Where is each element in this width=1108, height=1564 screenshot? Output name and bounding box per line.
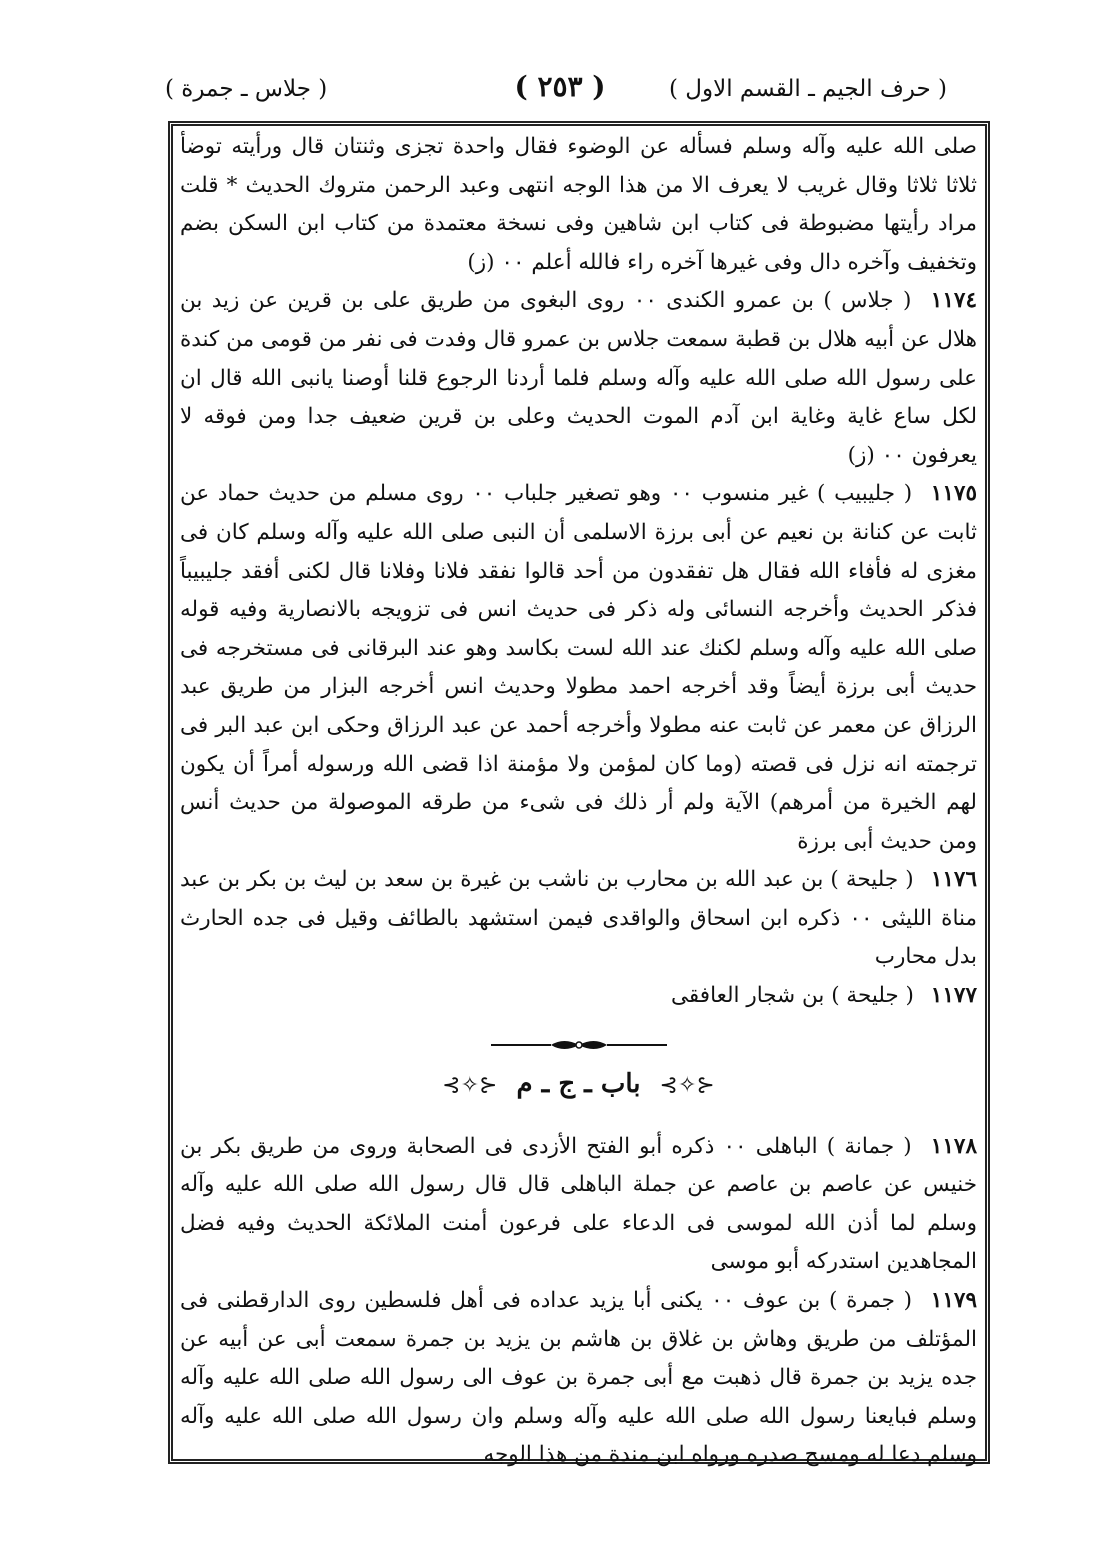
header-entry-range: ( جلاس ـ جمرة ) xyxy=(165,76,328,102)
entry-number: ١١٧٦ xyxy=(930,867,978,893)
entry-text: ( جلاس ) بن عمرو الكندى ٠٠ روى البغوى من طريق على بن قرين عن زيد بن هلال عن أبيه هلال بن قطبة سمعت جلاس بن عمرو قال وفدت فى نفر من قومى من كندة على رسول الله صلى الله عليه وآله وسلم فلما أردنا الرجوع قلنا أوصنا يانبى الله قال ان لكل ساع غاية وغاية ابن آدم الموت الحديث وعلى بن قرين ضعيف جدا ومن فوقه لا يعرفون ٠٠ (ز) xyxy=(180,288,977,468)
divider-ornament-icon xyxy=(489,1035,669,1055)
page-body xyxy=(172,128,985,1468)
entry-number: ١١٧٤ xyxy=(930,288,977,314)
chapter-title: باب ـ ج ـ م xyxy=(516,1068,641,1099)
page-header xyxy=(165,70,955,114)
chapter-heading xyxy=(172,1062,985,1106)
entry-text: ( جمرة ) بن عوف ٠٠ يكنى أبا يزيد عداده فى أهل فلسطين روى الدارقطنى فى المؤتلف من طريق وهاش بن غلاق بن هاشم بن يزيد بن جمرة سمعت أبى عن أبيه عن جده يزيد بن جمرة قال ذهبت مع أبى جمرة بن عوف الى رسول الله صلى الله عليه وآله وسلم فبايعنا رسول الله صلى الله عليه وآله وسلم وان رسول الله صلى الله عليه وآله وسلم دعا له ومسح صدره ورواه ابن مندة من هذا الوجه xyxy=(180,1288,977,1468)
entry-text: ( جليحة ) بن شجار العافقى xyxy=(671,983,914,1009)
entry-text: ( جمانة ) الباهلى ٠٠ ذكره أبو الفتح الأزدى فى الصحابة وروى من طريق بكر بن خنيس عن عاصم بن عاصم عن جملة الباهلى قال قال رسول الله صلى الله عليه وآله وسلم لما أذن الله لموسى فى الدعاء على فرعون أمنت الملائكة الحديث وفيه فضل المجاهدين استدركه أبو موسى xyxy=(180,1133,977,1275)
paragraph-text: صلى الله عليه وآله وسلم فسأله عن الوضوء فقال واحدة تجزى وثنتان قال ورأيته توضأ ثلاثا ثلاثا وقال غريب لا يعرف الا من هذا الوجه انتهى وعبد الرحمن متروك الحديث * قلت مراد رأيتها مضبوطة فى كتاب ابن شاهين وفى نسخة معتمدة من كتاب ابن السكن بضم وتخفيف وآخره دال وفى غيرها آخره راء فالله أعلم ٠٠ (ز) xyxy=(180,134,977,275)
entry-1174 xyxy=(172,282,985,475)
entry-1178 xyxy=(172,1128,985,1282)
entry-number: ١١٧٧ xyxy=(930,983,977,1009)
entry-1177 xyxy=(172,977,985,1016)
paragraph-continued xyxy=(172,128,985,282)
entry-number: ١١٧٥ xyxy=(930,481,977,507)
flourish-right-icon: ⊰✧⊱ xyxy=(659,1072,715,1098)
flourish-left-icon: ⊰✧⊱ xyxy=(442,1072,498,1098)
entry-text: ( جليحة ) بن عبد الله بن محارب بن ناشب بن غيرة بن سعد بن ليث بن بكر بن عبد مناة الليثى ٠٠ ذكره ابن اسحاق والواقدى فيمن استشهد بالطائف وقيل فى جده الحارث بدل محارب xyxy=(180,867,977,970)
entry-1176 xyxy=(172,861,985,977)
ornamental-divider xyxy=(172,1030,985,1054)
entry-1179 xyxy=(172,1282,985,1475)
page-number: ( ٢٥٣ ) xyxy=(514,70,606,103)
entry-1175 xyxy=(172,475,985,861)
header-section-title: ( حرف الجيم ـ القسم الاول ) xyxy=(669,76,947,102)
entry-number: ١١٧٩ xyxy=(930,1288,977,1314)
entry-number: ١١٧٨ xyxy=(930,1133,977,1159)
entry-text: ( جليبيب ) غير منسوب ٠٠ وهو تصغير جلباب ٠٠ روى مسلم من حديث حماد عن ثابت عن كنانة بن نعيم عن أبى برزة الاسلمى أن النبى صلى الله عليه وآله وسلم كان فى مغزى له فأفاء الله فقال هل تفقدون من أحد قالوا نفقد فلانا وفلانا قال لكنى أفقد جليبيباً فذكر الحديث وأخرجه النسائى وله ذكر فى حديث انس فى تزويجه بالانصارية وفيه قوله صلى الله عليه وآله وسلم لكنك عند الله لست بكاسد وهو عند البرقانى فى مستخرجه فى حديث أبى برزة أيضاً وقد أخرجه احمد مطولا وحديث انس أخرجه البزار من طريق عبد الرزاق عن معمر عن ثابت عنه مطولا وأخرجه أحمد عن عبد الرزاق وحكى ابن عبد البر فى ترجمته انه نزل فى قصته (وما كان لمؤمن ولا مؤمنة اذا قضى الله ورسوله أمراً أن يكون لهم الخيرة من أمرهم) الآية ولم أر ذلك فى شىء من طرقه الموصولة من حديث أنس ومن حديث أبى برزة xyxy=(180,481,977,854)
